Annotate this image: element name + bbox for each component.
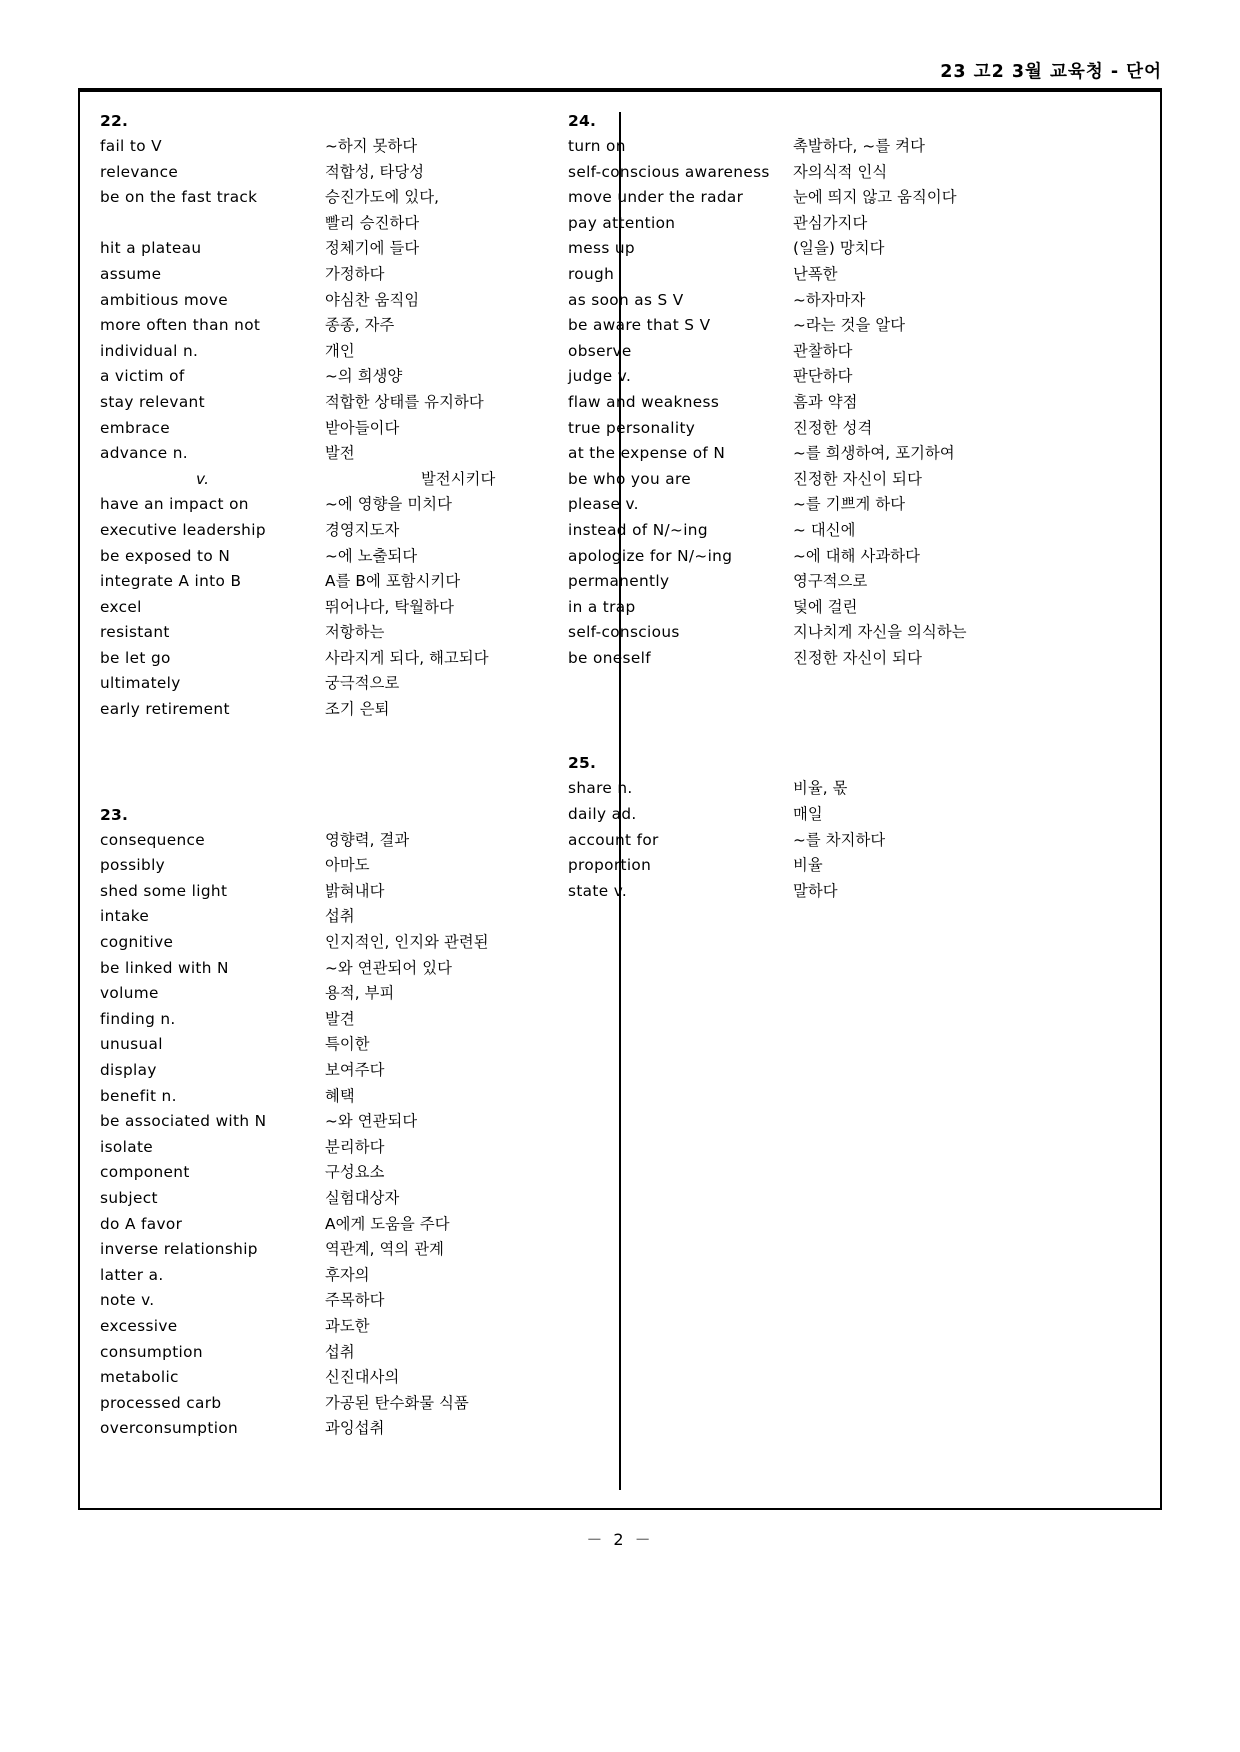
vocab-meaning: 신진대사의: [325, 1368, 400, 1387]
vocab-entry: [100, 1340, 600, 1366]
vocab-term: benefit n.: [100, 1086, 177, 1105]
vocab-term: advance n.: [100, 444, 188, 463]
section-number: 22.: [100, 112, 129, 130]
vocab-term: instead of N/~ing: [568, 520, 708, 539]
vocab-meaning: (일을) 망치다: [793, 239, 885, 258]
vocab-meaning: 보여주다: [325, 1061, 385, 1079]
vocab-meaning: 지나치게 자신을 의식하는: [793, 623, 967, 642]
vocab-entry: [100, 956, 600, 982]
vocab-entry: [100, 697, 600, 723]
vocab-meaning: ~ 대신에: [793, 520, 856, 539]
vocab-entry: [100, 646, 600, 672]
vocab-term: volume: [100, 984, 159, 1003]
vocab-meaning: ~의 희생양: [325, 367, 403, 386]
vocab-term: state v.: [568, 881, 628, 900]
vocab-term: note v.: [100, 1291, 155, 1310]
vocab-term: embrace: [100, 418, 170, 437]
vocab-entry: [100, 185, 600, 211]
vocab-meaning: 종종, 자주: [325, 316, 395, 335]
vocab-term: unusual: [100, 1035, 163, 1054]
vocab-term: at the expense of N: [568, 444, 726, 463]
vocab-term: pay attention: [568, 213, 676, 232]
vocab-term: display: [100, 1061, 157, 1079]
vocab-entry: [100, 879, 600, 905]
vocab-entry: [568, 236, 1068, 262]
vocab-meaning: 발전시키다: [421, 469, 496, 488]
vocab-term: turn on: [568, 137, 626, 155]
vocab-term: share n.: [568, 779, 633, 798]
vocab-term: self-conscious: [568, 623, 680, 642]
vocab-term: latter a.: [100, 1265, 164, 1284]
vocab-term: component: [100, 1163, 190, 1182]
vocab-entry: [100, 671, 600, 697]
vocab-entry: [568, 595, 1068, 621]
vocab-term: hit a plateau: [100, 239, 202, 258]
vocab-term: as soon as S V: [568, 290, 684, 309]
vocab-term: finding n.: [100, 1009, 176, 1028]
vocab-term: inverse relationship: [100, 1240, 258, 1259]
page-number: － 2 －: [586, 1530, 654, 1549]
vocab-entry: [100, 1186, 600, 1212]
vocab-entry: [100, 1391, 600, 1417]
vocab-section: [568, 750, 1068, 904]
vocab-term: in a trap: [568, 597, 636, 616]
vocab-meaning: 받아들이다: [325, 418, 400, 437]
right-column: [568, 108, 1068, 904]
vocab-entry: [568, 569, 1068, 595]
vocab-meaning: 특이한: [325, 1035, 370, 1054]
vocab-meaning: ~라는 것을 알다: [793, 316, 906, 335]
vocab-entry: [100, 441, 600, 467]
vocab-entry: [100, 853, 600, 879]
vocab-term: proportion: [568, 856, 652, 875]
vocab-entry: [568, 879, 1068, 905]
vocab-meaning: 아마도: [325, 856, 370, 875]
vocab-term: be on the fast track: [100, 188, 258, 207]
vocab-entry: [568, 364, 1068, 390]
vocab-term: rough: [568, 264, 615, 283]
vocab-meaning: 진정한 성격: [793, 418, 873, 437]
vocab-entry: [100, 288, 600, 314]
vocab-entry: [100, 981, 600, 1007]
vocab-term: processed carb: [100, 1393, 222, 1412]
vocab-term: excel: [100, 597, 142, 616]
vocab-meaning: 빨리 승진하다: [325, 213, 420, 232]
vocab-meaning: 난폭한: [793, 264, 838, 283]
vocab-entry: [100, 1314, 600, 1340]
vocab-meaning: 주목하다: [325, 1291, 385, 1310]
vocab-meaning: 승진가도에 있다,: [325, 188, 440, 207]
vocab-term: mess up: [568, 239, 635, 258]
vocab-term: ambitious move: [100, 290, 228, 309]
vocab-entry: [568, 544, 1068, 570]
vocab-entry: [568, 262, 1068, 288]
vocab-entry: [100, 262, 600, 288]
vocab-entry: [100, 620, 600, 646]
vocab-entry: [100, 828, 600, 854]
vocab-entry: [568, 160, 1068, 186]
vocab-meaning: A에게 도움을 주다: [325, 1214, 450, 1233]
vocab-term: metabolic: [100, 1368, 179, 1387]
vocab-entry: [100, 595, 600, 621]
section-number: 25.: [568, 754, 597, 773]
vocab-term: move under the radar: [568, 188, 744, 207]
vocab-term: be associated with N: [100, 1112, 267, 1131]
vocab-term: please v.: [568, 495, 639, 514]
vocab-entry: [568, 416, 1068, 442]
vocab-meaning: ~하지 못하다: [325, 137, 418, 155]
vocab-entry: [100, 160, 600, 186]
vocab-entry: [100, 544, 600, 570]
vocab-term: be aware that S V: [568, 316, 711, 335]
vocab-meaning: 실험대상자: [325, 1188, 400, 1207]
vocab-entry: [568, 288, 1068, 314]
vocab-term: cognitive: [100, 933, 174, 952]
vocab-meaning: 역관계, 역의 관계: [325, 1240, 445, 1259]
vocab-meaning: 혜택: [325, 1086, 355, 1105]
vocab-entry: [100, 1212, 600, 1238]
vocab-meaning: 비율, 몫: [793, 779, 848, 798]
vocab-term: account for: [568, 830, 659, 849]
vocab-meaning: ~를 희생하여, 포기하여: [793, 444, 955, 463]
vocab-entry: [568, 776, 1068, 802]
vocab-term: intake: [100, 907, 150, 926]
vocab-entry: [568, 467, 1068, 493]
vocab-term: be let go: [100, 648, 171, 667]
vocab-term: resistant: [100, 623, 170, 642]
vocab-term: judge v.: [568, 367, 632, 386]
vocab-meaning: 발전: [325, 444, 355, 463]
vocab-meaning: A를 B에 포함시키다: [325, 572, 461, 591]
vocab-meaning: 정체기에 들다: [325, 239, 420, 258]
vocab-entry: [568, 828, 1068, 854]
vocab-entry: [100, 416, 600, 442]
vocab-entry: [100, 1109, 600, 1135]
vocab-meaning: 과잉섭취: [325, 1419, 385, 1438]
vocab-term: ultimately: [100, 674, 181, 693]
vocab-meaning: 진정한 자신이 되다: [793, 469, 922, 488]
vocab-term: apologize for N/~ing: [568, 546, 733, 565]
vocab-entry: [568, 185, 1068, 211]
vocab-entry: [568, 339, 1068, 365]
vocab-term: do A favor: [100, 1214, 183, 1233]
vocab-entry: [100, 518, 600, 544]
vocab-meaning: 흠과 약점: [793, 392, 858, 411]
vocab-meaning: 영향력, 결과: [325, 830, 410, 849]
vocab-entry: [568, 853, 1068, 879]
vocab-meaning: 용적, 부피: [325, 984, 395, 1003]
vocab-entry: [568, 211, 1068, 237]
vocab-meaning: 적합성, 타당성: [325, 162, 425, 181]
vocab-term: executive leadership: [100, 520, 266, 539]
vocab-meaning: 판단하다: [793, 367, 853, 386]
vocab-term: self-conscious awareness: [568, 162, 770, 181]
vocab-entry: [568, 441, 1068, 467]
vocab-entry: [100, 1263, 600, 1289]
vocab-meaning: 매일: [793, 805, 823, 824]
section-spacer: [568, 671, 1068, 750]
vocab-term: have an impact on: [100, 495, 249, 514]
vocab-meaning: 개인: [325, 341, 355, 360]
vocab-entry: [568, 518, 1068, 544]
vocab-term: stay relevant: [100, 392, 205, 411]
vocab-meaning: ~에 노출되다: [325, 546, 418, 565]
vocab-meaning: 영구적으로: [793, 572, 868, 591]
vocab-term: consequence: [100, 830, 206, 849]
vocab-entry: [100, 1135, 600, 1161]
vocab-term: relevance: [100, 162, 179, 181]
vocab-meaning: 후자의: [325, 1265, 370, 1284]
vocab-meaning: 관찰하다: [793, 341, 853, 360]
vocab-term: observe: [568, 341, 632, 360]
vocab-term: flaw and weakness: [568, 392, 720, 411]
vocab-meaning: 발견: [325, 1009, 355, 1028]
vocab-entry: [100, 134, 600, 160]
vocab-meaning: ~에 대해 사과하다: [793, 546, 920, 565]
vocab-term: subject: [100, 1188, 158, 1207]
vocab-meaning: 가정하다: [325, 264, 385, 283]
vocab-term: permanently: [568, 572, 670, 591]
vocab-term: isolate: [100, 1137, 154, 1156]
vocab-term: a victim of: [100, 367, 185, 386]
vocab-entry: [100, 211, 600, 237]
vocab-meaning: 덫에 걸린: [793, 597, 858, 616]
vocab-meaning: 궁극적으로: [325, 674, 400, 693]
vocab-term: excessive: [100, 1316, 178, 1335]
vocab-meaning: ~를 차지하다: [793, 830, 886, 849]
vocab-term: true personality: [568, 418, 696, 437]
vocab-entry: [100, 1288, 600, 1314]
vocab-entry: [568, 492, 1068, 518]
vocab-meaning: ~와 연관되다: [325, 1112, 418, 1131]
vocab-term: v.: [196, 469, 210, 488]
vocab-entry: [100, 1007, 600, 1033]
section-number: 23.: [100, 805, 129, 824]
vocab-meaning: 진정한 자신이 되다: [793, 648, 922, 667]
vocab-meaning: 자의식적 인식: [793, 162, 888, 181]
vocab-meaning: 가공된 탄수화물 식품: [325, 1393, 469, 1412]
vocab-meaning: ~에 영향을 미치다: [325, 495, 452, 514]
vocab-meaning: 밝혀내다: [325, 881, 385, 900]
vocab-term: individual n.: [100, 341, 199, 360]
vocab-entry: [568, 620, 1068, 646]
vocab-entry: [568, 802, 1068, 828]
vocab-term: be who you are: [568, 469, 692, 488]
page-header: 23 고2 3월 교육청 - 단어: [940, 62, 1162, 82]
vocab-entry: [100, 1058, 600, 1084]
vocab-meaning: 섭취: [325, 907, 355, 926]
vocab-meaning: 말하다: [793, 881, 838, 900]
vocab-term: possibly: [100, 856, 166, 875]
section-spacer: [100, 723, 600, 802]
vocab-section: [100, 802, 600, 1442]
vocab-entry: [100, 930, 600, 956]
vocab-meaning: 관심가지다: [793, 213, 868, 232]
vocab-entry: [100, 1160, 600, 1186]
vocab-entry: [100, 1032, 600, 1058]
vocab-entry: [100, 236, 600, 262]
vocab-entry: [100, 313, 600, 339]
vocab-entry: [568, 646, 1068, 672]
vocab-meaning: 인지적인, 인지와 관련된: [325, 933, 489, 952]
vocab-meaning: 뛰어나다, 탁월하다: [325, 597, 454, 616]
vocab-meaning: 야심찬 움직임: [325, 290, 420, 309]
vocab-term: integrate A into B: [100, 572, 242, 591]
vocab-term: be linked with N: [100, 958, 229, 977]
vocab-meaning: 경영지도자: [325, 520, 400, 539]
vocab-meaning: 비율: [793, 856, 823, 875]
vocab-entry: [100, 492, 600, 518]
vocab-term: be oneself: [568, 648, 651, 667]
vocab-term: more often than not: [100, 316, 261, 335]
vocab-entry: [100, 1365, 600, 1391]
vocab-entry: [568, 134, 1068, 160]
vocab-meaning: ~와 연관되어 있다: [325, 958, 452, 977]
vocab-meaning: 저항하는: [325, 623, 385, 642]
vocab-entry: [100, 1084, 600, 1110]
vocab-term: be exposed to N: [100, 546, 231, 565]
vocab-entry: [568, 390, 1068, 416]
vocab-meaning: 눈에 띄지 않고 움직이다: [793, 188, 957, 207]
vocab-meaning: 섭취: [325, 1342, 355, 1361]
vocab-meaning: 사라지게 되다, 해고되다: [325, 648, 489, 667]
vocab-term: early retirement: [100, 700, 230, 719]
vocab-meaning: 분리하다: [325, 1137, 385, 1156]
vocab-meaning: 조기 은퇴: [325, 700, 390, 719]
vocab-entry: [568, 313, 1068, 339]
vocab-entry: [100, 904, 600, 930]
vocab-term: overconsumption: [100, 1419, 239, 1438]
vocab-meaning: 촉발하다, ~를 켜다: [793, 137, 925, 155]
vocab-entry: [100, 1237, 600, 1263]
vocab-entry: [100, 467, 600, 493]
left-column: [100, 108, 600, 1442]
vocab-entry: [100, 339, 600, 365]
vocab-term: shed some light: [100, 881, 228, 900]
vocab-entry: [100, 390, 600, 416]
vocab-meaning: 과도한: [325, 1316, 370, 1335]
vocab-entry: [100, 364, 600, 390]
vocab-meaning: ~하자마자: [793, 290, 866, 309]
vocab-term: consumption: [100, 1342, 203, 1361]
vocab-entry: [100, 569, 600, 595]
vocab-section: [100, 108, 600, 723]
section-number: 24.: [568, 112, 597, 130]
vocab-section: [568, 108, 1068, 671]
vocab-term: assume: [100, 264, 162, 283]
vocab-meaning: 구성요소: [325, 1163, 385, 1182]
vocab-meaning: ~를 기쁘게 하다: [793, 495, 906, 514]
vocab-entry: [100, 1416, 600, 1442]
vocab-term: daily ad.: [568, 805, 637, 824]
vocab-term: fail to V: [100, 137, 162, 155]
vocab-meaning: 적합한 상태를 유지하다: [325, 392, 484, 411]
